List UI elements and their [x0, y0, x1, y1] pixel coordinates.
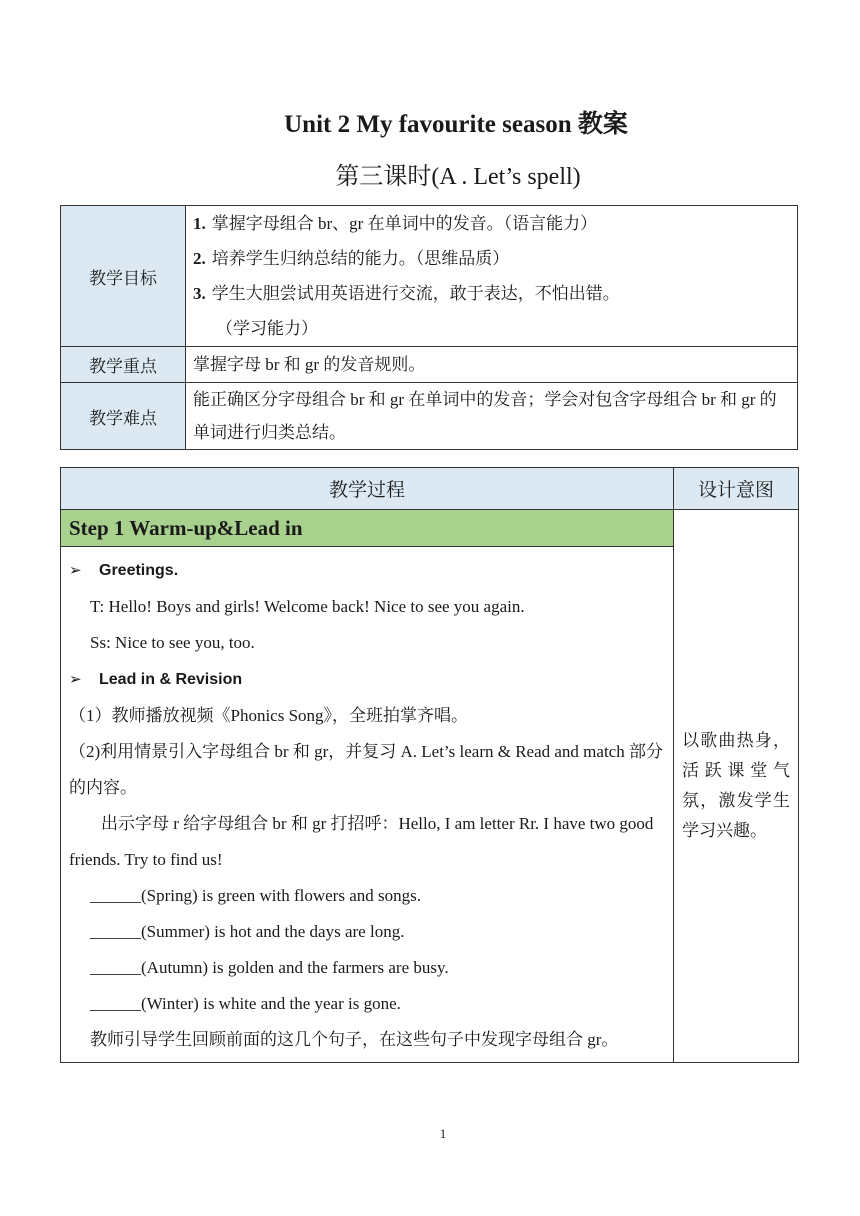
- dialogue-line: Ss: Nice to see you, too.: [90, 633, 255, 652]
- arrow-bullet-icon: ➢: [69, 672, 82, 688]
- step-body: [61, 547, 674, 1063]
- lesson-subtitle: 第三课时(A . Let’s spell): [335, 164, 581, 190]
- document-title: Unit 2 My favourite season 教案: [284, 111, 628, 138]
- teaching-goals-table: [60, 205, 798, 450]
- teaching-process-table: [60, 467, 799, 1063]
- objective-item: 1. 掌握字母组合 br、gr 在单词中的发音。（语言能力）: [193, 214, 598, 233]
- design-intent: 以歌曲热身，活跃课堂气氛，激发学生学习兴趣。: [674, 510, 799, 1063]
- song-line: ______(Winter) is white and the year is gone.: [90, 994, 401, 1013]
- objectives-content: [186, 206, 798, 347]
- objectives-label: 教学目标: [61, 206, 186, 347]
- dialogue-line: T: Hello! Boys and girls! Welcome back! Nice to see you again.: [90, 597, 525, 616]
- difficulty-label: 教学难点: [61, 383, 186, 450]
- key-points-label: 教学重点: [61, 347, 186, 383]
- objective-continuation: （学习能力）: [216, 319, 318, 338]
- intent-column-header: 设计意图: [674, 468, 799, 510]
- song-line: ______(Spring) is green with flowers and songs.: [90, 886, 421, 905]
- activity-item: （1）教师播放视频《Phonics Song》，全班拍掌齐唱。: [69, 706, 469, 725]
- lead-in-bullet: ➢ Lead in & Revision: [69, 661, 667, 698]
- greetings-bullet: ➢ Greetings.: [69, 552, 667, 589]
- step-heading: Step 1 Warm-up&Lead in: [61, 510, 674, 547]
- objective-item: 2. 培养学生归纳总结的能力。（思维品质）: [193, 249, 510, 268]
- closing-text: 教师引导学生回顾前面的这几个句子，在这些句子中发现字母组合 gr。: [90, 1030, 619, 1049]
- song-line: ______(Autumn) is golden and the farmers are busy.: [90, 958, 449, 977]
- page-number: 1: [439, 1126, 447, 1141]
- key-points-text: 掌握字母 br 和 gr 的发音规则。: [186, 347, 798, 383]
- activity-item: （2)利用情景引入字母组合 br 和 gr，并复习 A. Let’s learn & Read and match 部分的内容。: [69, 742, 663, 797]
- objective-item: 3. 学生大胆尝试用英语进行交流，敢于表达，不怕出错。: [193, 284, 620, 303]
- difficulty-text: 能正确区分字母组合 br 和 gr 在单词中的发音；学会对包含字母组合 br 和 gr 的单词进行归类总结。: [186, 383, 798, 450]
- intro-text: 出示字母 r 给字母组合 br 和 gr 打招呼：Hello, I am letter Rr. I have two good friends. Try to find us!: [69, 814, 654, 869]
- process-column-header: 教学过程: [61, 468, 674, 510]
- arrow-bullet-icon: ➢: [69, 563, 82, 579]
- song-line: ______(Summer) is hot and the days are long.: [90, 922, 405, 941]
